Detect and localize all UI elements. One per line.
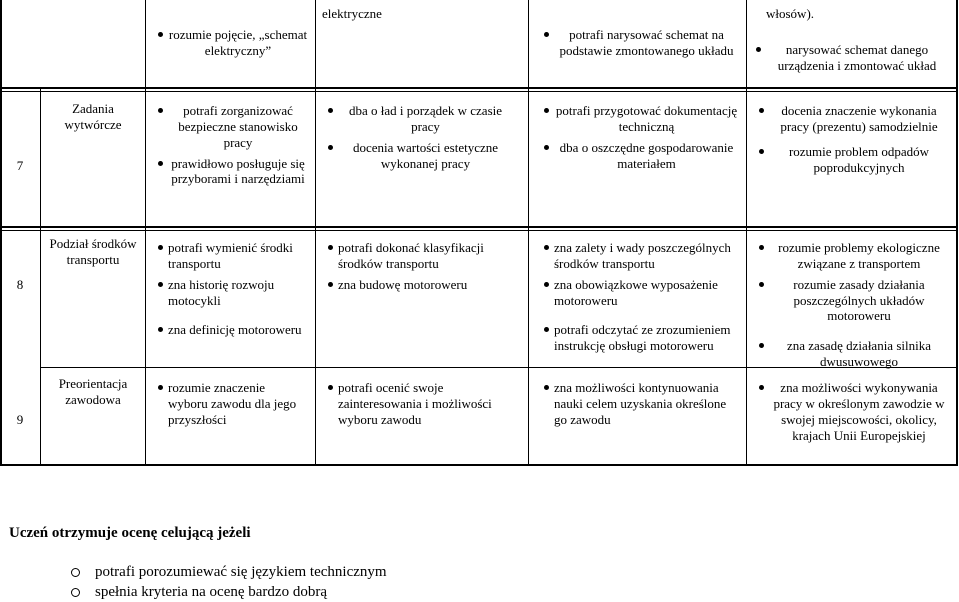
col-divider <box>746 0 747 466</box>
col-divider <box>315 0 316 466</box>
footer-heading: Uczeń otrzymuje ocenę celującą jeżeli <box>9 525 251 541</box>
list-item: docenia znaczenie wykonania pracy (prezentu) samodzielnie <box>759 103 949 135</box>
cell-r8-c2 <box>328 240 518 293</box>
list-item: zna budowę motoroweru <box>328 277 518 293</box>
cell-r8-c4 <box>759 240 949 370</box>
list-item: narysować schemat danego urządzenia i zmontować układ <box>756 42 948 74</box>
list-item: potrafi wymienić środki transportu <box>158 240 308 272</box>
cell-r0-c3 <box>544 27 739 59</box>
footer-item: spełnia kryteria na ocenę bardzo dobrą <box>9 582 387 602</box>
footer-item: potrafi porozumiewać się językiem technicznym <box>9 562 387 582</box>
list-item: rozumie zasady działania poszczególnych układów motoroweru <box>759 277 949 325</box>
table-border-right <box>956 0 958 466</box>
list-item: rozumie pojęcie, „schemat elektryczny” <box>158 27 308 59</box>
list-item: zna możliwości wykonywania pracy w określonym zawodzie w swojej miejscowości, okolicy, krajach Unii Europejskiej <box>759 380 949 443</box>
list-item: potrafi odczytać ze zrozumieniem instrukcję obsługi motoroweru <box>544 322 739 354</box>
list-item: dba o ład i porządek w czasie pracy <box>328 103 513 135</box>
row-number: 8 <box>16 277 24 292</box>
list-item: dba o oszczędne gospodarowanie materiałem <box>544 140 739 172</box>
row-number: 7 <box>16 158 24 173</box>
list-item: zna możliwości kontynuowania nauki celem uzyskania określone go zawodu <box>544 380 739 428</box>
cell-r8-c3 <box>544 240 739 354</box>
cell-r8-c1 <box>158 240 308 338</box>
row-topic: Zadania wytwórcze <box>64 101 122 132</box>
list-item: rozumie znaczenie wyboru zawodu dla jego przyszłości <box>158 380 308 428</box>
list-item: zna zalety i wady poszczególnych środków transportu <box>544 240 739 272</box>
cell-text: elektryczne <box>322 6 382 21</box>
list-item: rozumie problemy ekologiczne związane z transportem <box>759 240 949 272</box>
list-item: prawidłowo posługuje się przyborami i narzędziami <box>158 156 308 188</box>
list-item: potrafi zorganizować bezpieczne stanowisko pracy <box>158 103 308 151</box>
cell-r9-c1 <box>158 380 308 428</box>
table-border-bottom <box>0 464 958 466</box>
cell-r7-c4 <box>759 103 949 175</box>
cell-r9-c4 <box>759 380 949 443</box>
row-number: 9 <box>16 412 24 427</box>
list-item: zna definicję motoroweru <box>158 322 308 338</box>
grade-criteria-footer <box>9 524 387 602</box>
cell-r9-c2 <box>328 380 513 428</box>
list-item: potrafi przygotować dokumentację techniczną <box>544 103 739 135</box>
cell-r7-c2 <box>328 103 513 171</box>
list-item: zna historię rozwoju motocykli <box>158 277 308 309</box>
cell-r9-c3 <box>544 380 739 428</box>
row-divider <box>0 87 958 89</box>
row-divider <box>0 230 958 231</box>
row-divider <box>0 226 958 228</box>
row-topic: Preorientacja zawodowa <box>58 376 128 407</box>
col-divider <box>40 89 41 466</box>
list-item: potrafi ocenić swoje zainteresowania i możliwości wyboru zawodu <box>328 380 513 428</box>
col-divider <box>528 0 529 466</box>
cell-text: włosów). <box>766 6 815 21</box>
cell-r0-c1 <box>158 27 308 59</box>
row-divider <box>0 91 958 92</box>
list-item: potrafi narysować schemat na podstawie zmontowanego układu <box>544 27 739 59</box>
list-item: zna zasadę działania silnika dwusuwowego <box>759 338 949 370</box>
table-border-left <box>0 0 2 466</box>
cell-r0-c4 <box>756 6 948 74</box>
list-item: potrafi dokonać klasyfikacji środków transportu <box>328 240 518 272</box>
list-item: rozumie problem odpadów poprodukcyjnych <box>759 144 949 176</box>
cell-r7-c1 <box>158 103 308 187</box>
cell-r7-c3 <box>544 103 739 171</box>
cell-r0-c2 <box>322 6 522 22</box>
list-item: zna obowiązkowe wyposażenie motoroweru <box>544 277 739 309</box>
row-topic: Podział środków transportu <box>49 236 137 267</box>
list-item: docenia wartości estetyczne wykonanej pracy <box>328 140 513 172</box>
col-divider <box>145 0 146 466</box>
